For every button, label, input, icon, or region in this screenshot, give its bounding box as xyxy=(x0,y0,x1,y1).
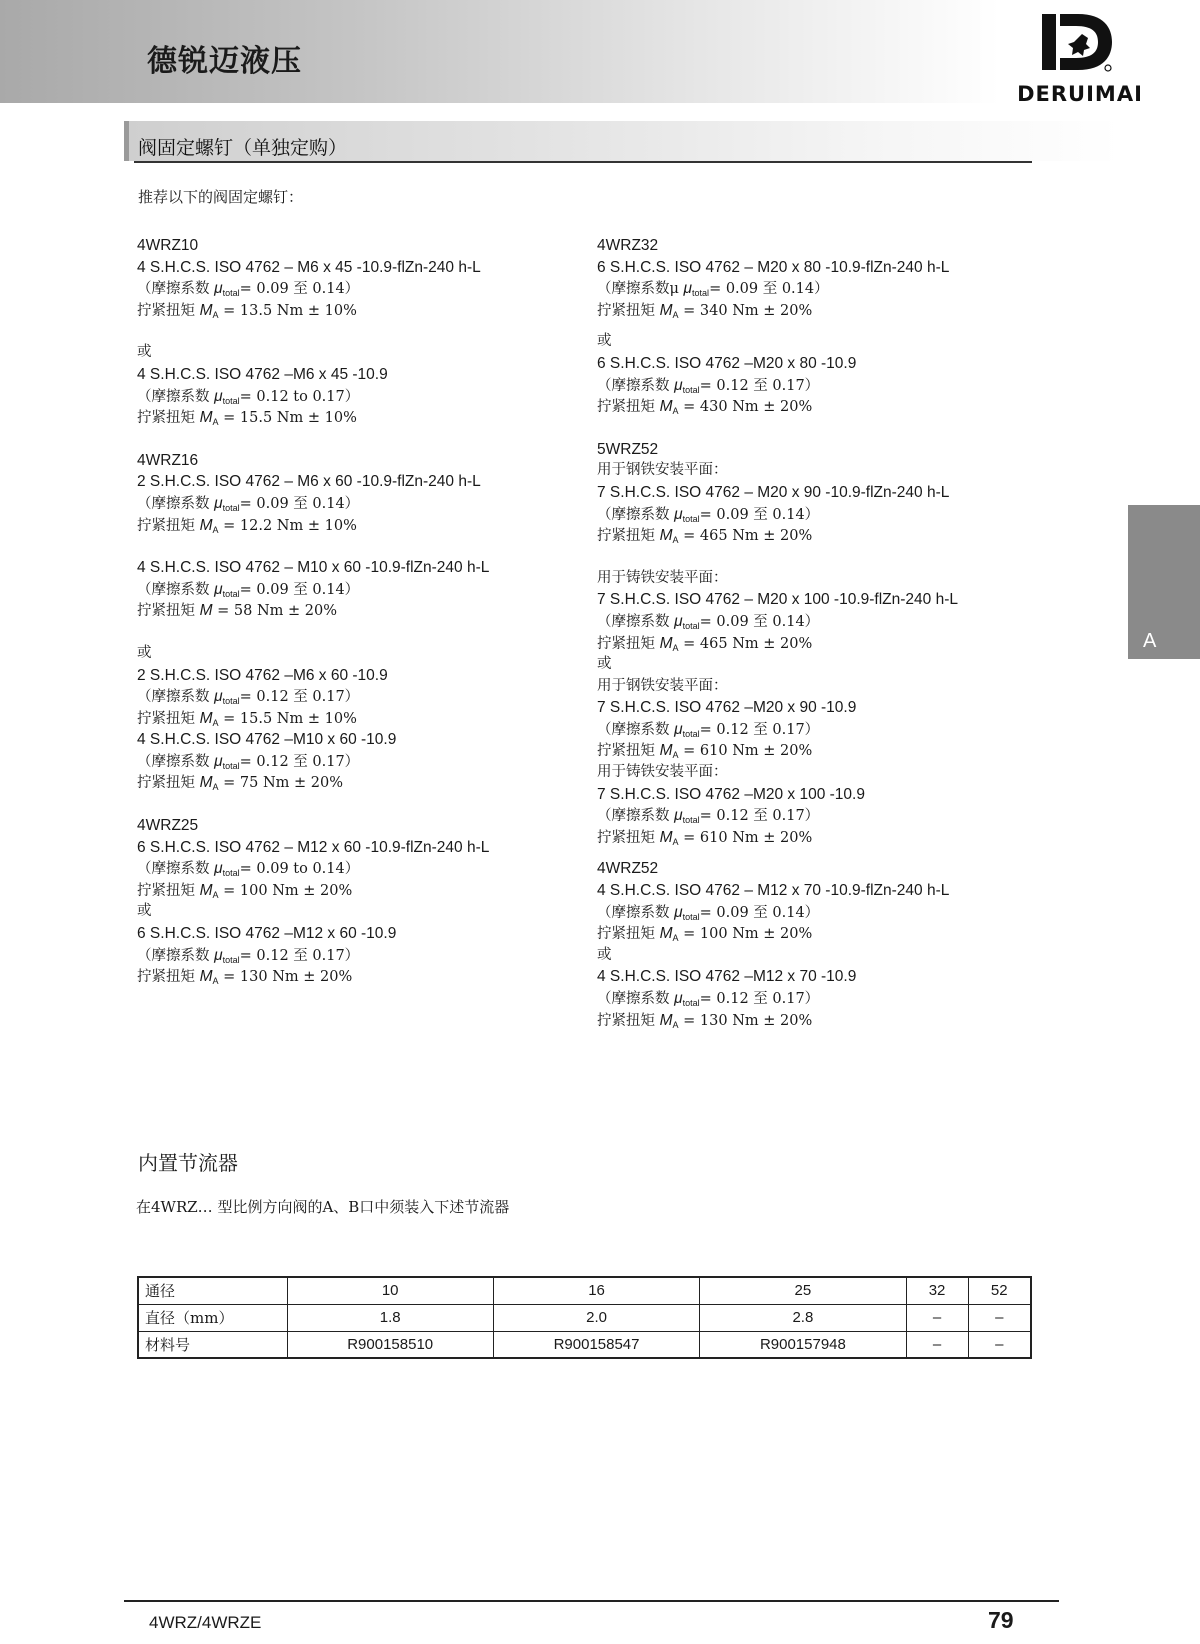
spec-subscript: A xyxy=(212,889,219,900)
spec-value: = 0.09 至 0.14） xyxy=(709,281,829,298)
spec-value: = 465 Nm ± 20% xyxy=(678,528,813,545)
spec-value: = 610 Nm ± 20% xyxy=(678,743,813,760)
spec-subscript: A xyxy=(672,535,679,546)
spec-symbol: M xyxy=(659,1011,673,1029)
spec-symbol: M xyxy=(659,828,673,846)
spec-line: 7 S.H.C.S. ISO 4762 – M20 x 100 -10.9-flZn-240 h-L xyxy=(597,591,958,609)
spec-symbol: μ xyxy=(214,860,223,878)
spec-line: 用于铸铁安装平面： xyxy=(597,764,728,781)
spec-line xyxy=(137,600,577,622)
table-cell: R900157948 xyxy=(700,1331,906,1358)
section-intro: 推荐以下的阀固定螺钉： xyxy=(138,188,304,206)
spec-line xyxy=(597,278,1017,300)
spec-block xyxy=(597,331,1017,417)
spec-line xyxy=(597,611,1017,633)
spec-line-label: 拧紧扭矩 xyxy=(597,399,660,416)
spec-value: = 15.5 Nm ± 10% xyxy=(218,710,357,727)
spec-subscript: total xyxy=(222,954,240,965)
spec-value: = 0.09 至 0.14） xyxy=(699,613,820,630)
spec-subscript: total xyxy=(682,911,700,922)
spec-line-label: （摩擦系数 xyxy=(597,991,675,1007)
spec-line: 4WRZ16 xyxy=(137,451,199,469)
spec-line xyxy=(137,278,577,300)
spec-line: 或 xyxy=(137,344,152,361)
spec-block xyxy=(597,858,1017,1031)
spec-block xyxy=(137,450,577,536)
spec-symbol: M xyxy=(659,742,673,760)
spec-symbol: M xyxy=(199,409,213,427)
spec-line: 5WRZ52 xyxy=(597,440,659,458)
spec-subscript: A xyxy=(672,836,679,847)
spec-symbol: M xyxy=(659,301,673,319)
logo-text: DERUIMAI xyxy=(1017,82,1143,106)
spec-line: 用于钢铁安装平面： xyxy=(597,677,728,694)
spec-line: 或 xyxy=(597,946,612,963)
spec-symbol: M xyxy=(199,709,213,727)
spec-value: = 0.09 至 0.14） xyxy=(239,495,360,512)
spec-symbol: M xyxy=(199,968,213,986)
spec-line-label: 拧紧扭矩 xyxy=(597,635,660,652)
spec-line-label: 拧紧扭矩 xyxy=(597,1012,660,1029)
spec-line xyxy=(597,504,1017,526)
table-cell: 16 xyxy=(493,1277,699,1304)
table-cell: – xyxy=(968,1304,1031,1331)
spec-subscript: total xyxy=(682,998,700,1008)
spec-line-label: （摩擦系数 xyxy=(137,581,215,598)
spec-line: 用于铸铁安装平面： xyxy=(597,569,728,586)
spec-line: 或 xyxy=(597,333,612,350)
spec-subscript: A xyxy=(212,309,219,320)
spec-subscript: A xyxy=(672,309,679,320)
spec-line-label: （摩擦系数 xyxy=(597,721,675,738)
spec-line-label: 拧紧扭矩 xyxy=(597,926,660,943)
spec-symbol: μ xyxy=(214,688,223,706)
spec-line xyxy=(597,902,1017,924)
spec-line: 或 xyxy=(137,903,152,920)
spec-value: = 0.09 至 0.14） xyxy=(239,581,360,598)
spec-value: = 130 Nm ± 20% xyxy=(218,969,353,986)
spec-line xyxy=(137,686,577,708)
spec-block xyxy=(597,235,1017,321)
table-cell: 1.8 xyxy=(287,1304,493,1331)
throttle-title: 内置节流器 xyxy=(138,1151,238,1175)
spec-line xyxy=(137,880,577,902)
spec-line-label: （摩擦系数 xyxy=(597,377,675,394)
spec-value: = 100 Nm ± 20% xyxy=(218,882,353,899)
spec-value: = 15.5 Nm ± 10% xyxy=(218,410,357,427)
spec-line: 2 S.H.C.S. ISO 4762 –M6 x 60 -10.9 xyxy=(137,666,388,684)
spec-line-label: （摩擦系数μ xyxy=(597,281,684,298)
spec-value: = 0.12 至 0.17） xyxy=(699,808,820,825)
side-tab[interactable] xyxy=(1128,505,1200,659)
spec-symbol: μ xyxy=(674,990,683,1007)
spec-value: = 75 Nm ± 20% xyxy=(218,775,344,792)
spec-line: 6 S.H.C.S. ISO 4762 –M12 x 60 -10.9 xyxy=(137,925,397,943)
screw-spec-left-column xyxy=(137,235,577,1009)
spec-subscript: total xyxy=(682,384,700,395)
spec-block xyxy=(137,557,577,622)
spec-value: = 465 Nm ± 20% xyxy=(678,635,813,652)
spec-line-label: 拧紧扭矩 xyxy=(137,775,200,792)
spec-line-label: 拧紧扭矩 xyxy=(137,517,200,534)
spec-line xyxy=(137,300,577,322)
spec-symbol: M xyxy=(659,925,673,943)
section-title: 阀固定螺钉（单独定购） xyxy=(138,137,348,159)
table-cell: – xyxy=(906,1304,968,1331)
spec-symbol: μ xyxy=(214,387,223,405)
spec-line-label: 拧紧扭矩 xyxy=(137,882,200,899)
spec-line: 4 S.H.C.S. ISO 4762 –M12 x 70 -10.9 xyxy=(597,968,857,986)
spec-line: 2 S.H.C.S. ISO 4762 – M6 x 60 -10.9-flZn-240 h-L xyxy=(137,473,481,491)
spec-subscript: A xyxy=(212,976,219,987)
spec-subscript: total xyxy=(682,513,700,524)
spec-line-label: 拧紧扭矩 xyxy=(137,710,200,727)
spec-line xyxy=(137,751,577,773)
spec-symbol: M xyxy=(659,398,673,416)
spec-subscript: total xyxy=(222,760,240,771)
spec-value: = 0.12 至 0.17） xyxy=(699,721,820,738)
spec-subscript: total xyxy=(222,288,240,299)
spec-line-label: 拧紧扭矩 xyxy=(137,603,200,620)
spec-line-label: 拧紧扭矩 xyxy=(137,410,200,427)
spec-value: = 0.09 至 0.14） xyxy=(699,506,820,523)
spec-line: 4WRZ32 xyxy=(597,237,659,254)
spec-symbol: M xyxy=(659,634,673,652)
spec-value: = 100 Nm ± 20% xyxy=(678,926,813,943)
table-row xyxy=(138,1304,1031,1331)
spec-line-label: 拧紧扭矩 xyxy=(137,302,200,319)
table-cell: – xyxy=(906,1331,968,1358)
spec-block xyxy=(597,568,1017,849)
spec-line xyxy=(597,805,1017,827)
spec-symbol: M xyxy=(199,516,213,534)
spec-line-label: 拧紧扭矩 xyxy=(597,528,660,545)
spec-line-label: 拧紧扭矩 xyxy=(597,743,660,760)
spec-line: 6 S.H.C.S. ISO 4762 – M20 x 80 -10.9-flZn-240 h-L xyxy=(597,258,950,276)
table-cell: 10 xyxy=(287,1277,493,1304)
table-row-header: 直径（mm） xyxy=(138,1304,287,1331)
spec-value: = 610 Nm ± 20% xyxy=(678,829,813,846)
table-cell: 52 xyxy=(968,1277,1031,1304)
spec-line-label: 拧紧扭矩 xyxy=(597,829,660,846)
spec-line xyxy=(597,525,1017,547)
spec-line: 6 S.H.C.S. ISO 4762 –M20 x 80 -10.9 xyxy=(597,354,857,372)
spec-line-label: （摩擦系数 xyxy=(137,388,215,405)
spec-symbol: μ xyxy=(214,580,223,598)
spec-line: 4WRZ25 xyxy=(137,817,199,835)
spec-line xyxy=(597,1010,1017,1032)
spec-line xyxy=(137,386,577,408)
spec-subscript: total xyxy=(222,588,240,599)
screw-spec-right-column xyxy=(597,235,1017,1052)
spec-subscript: total xyxy=(222,395,240,406)
spec-subscript: A xyxy=(212,782,219,793)
spec-line: 或 xyxy=(597,656,612,673)
spec-symbol: M xyxy=(199,774,213,792)
side-tab-label: A xyxy=(1143,630,1157,652)
spec-line xyxy=(597,827,1017,849)
spec-line: 或 xyxy=(137,644,152,661)
spec-value: = 58 Nm ± 20% xyxy=(212,603,337,620)
spec-line xyxy=(137,966,577,988)
spec-symbol: μ xyxy=(674,612,683,630)
spec-line: 4 S.H.C.S. ISO 4762 – M10 x 60 -10.9-flZn-240 h-L xyxy=(137,559,490,577)
page-number: 79 xyxy=(988,1607,1014,1633)
spec-line xyxy=(137,945,577,967)
spec-line xyxy=(137,515,577,537)
spec-subscript: A xyxy=(672,933,679,944)
spec-line: 7 S.H.C.S. ISO 4762 –M20 x 100 -10.9 xyxy=(597,785,865,803)
spec-symbol: μ xyxy=(674,720,683,738)
footer-label: 4WRZ/4WRZE xyxy=(149,1613,262,1632)
spec-symbol: M xyxy=(659,527,673,545)
spec-line-label: 拧紧扭矩 xyxy=(597,302,660,319)
spec-subscript: total xyxy=(222,502,240,513)
spec-line-label: （摩擦系数 xyxy=(137,689,215,706)
spec-symbol: M xyxy=(199,602,213,620)
spec-value: = 0.12 至 0.17） xyxy=(699,991,820,1007)
spec-line-label: （摩擦系数 xyxy=(597,506,675,523)
spec-line-label: （摩擦系数 xyxy=(137,861,215,878)
spec-line xyxy=(137,708,577,730)
spec-line: 6 S.H.C.S. ISO 4762 – M12 x 60 -10.9-flZn-240 h-L xyxy=(137,838,490,856)
throttle-note: 在4WRZ… 型比例方向阀的A、B口中须装入下述节流器 xyxy=(136,1198,510,1216)
spec-line xyxy=(597,396,1017,418)
spec-line-label: （摩擦系数 xyxy=(137,281,215,298)
spec-line-label: 拧紧扭矩 xyxy=(137,969,200,986)
spec-line: 4 S.H.C.S. ISO 4762 –M6 x 45 -10.9 xyxy=(137,365,388,383)
spec-symbol: μ xyxy=(214,494,223,512)
spec-subscript: A xyxy=(212,717,219,728)
table-cell: – xyxy=(968,1331,1031,1358)
spec-symbol: M xyxy=(199,881,213,899)
spec-value: = 0.12 to 0.17） xyxy=(239,388,360,405)
spec-line: 4 S.H.C.S. ISO 4762 – M12 x 70 -10.9-flZn-240 h-L xyxy=(597,882,950,900)
spec-subscript: total xyxy=(682,815,700,826)
brand-title: 德锐迈液压 xyxy=(147,44,302,79)
spec-symbol: μ xyxy=(674,903,683,921)
table-row-header: 材料号 xyxy=(138,1331,287,1358)
table-cell: R900158547 xyxy=(493,1331,699,1358)
table-cell: 2.0 xyxy=(493,1304,699,1331)
spec-symbol: μ xyxy=(683,280,693,298)
spec-line xyxy=(597,740,1017,762)
table-cell: 25 xyxy=(700,1277,906,1304)
spec-value: = 0.09 至 0.14） xyxy=(699,904,820,921)
spec-subscript: A xyxy=(212,417,219,428)
spec-subscript: total xyxy=(222,696,240,707)
spec-value: = 0.09 至 0.14） xyxy=(239,281,360,298)
spec-subscript: total xyxy=(682,620,700,631)
spec-symbol: μ xyxy=(214,280,223,298)
spec-block xyxy=(137,643,577,794)
spec-value: = 0.12 至 0.17） xyxy=(239,689,360,706)
spec-line-label: （摩擦系数 xyxy=(137,753,215,770)
spec-line-label: （摩擦系数 xyxy=(597,808,675,825)
spec-block xyxy=(597,439,1017,547)
spec-line: 4 S.H.C.S. ISO 4762 –M10 x 60 -10.9 xyxy=(137,731,397,749)
spec-line xyxy=(137,772,577,794)
spec-value: = 0.12 至 0.17） xyxy=(239,753,360,770)
spec-symbol: μ xyxy=(214,752,223,770)
deruimai-logo-icon xyxy=(1042,12,1118,74)
spec-line xyxy=(597,300,1017,322)
spec-value: = 340 Nm ± 20% xyxy=(678,302,813,319)
spec-value: = 430 Nm ± 20% xyxy=(678,399,813,416)
spec-line xyxy=(597,988,1017,1010)
spec-block xyxy=(137,342,577,428)
table-cell: 32 xyxy=(906,1277,968,1304)
spec-line: 7 S.H.C.S. ISO 4762 –M20 x 90 -10.9 xyxy=(597,699,857,717)
table-cell: R900158510 xyxy=(287,1331,493,1358)
table-cell: 2.8 xyxy=(700,1304,906,1331)
spec-subscript: total xyxy=(682,728,700,739)
spec-subscript: A xyxy=(672,406,679,417)
spec-line xyxy=(597,719,1017,741)
spec-symbol: μ xyxy=(674,376,683,394)
spec-line: 4WRZ10 xyxy=(137,237,199,254)
spec-line xyxy=(597,633,1017,655)
footer-rule xyxy=(124,1600,1059,1602)
spec-line xyxy=(137,493,577,515)
spec-subscript: A xyxy=(212,524,219,535)
spec-symbol: μ xyxy=(674,807,683,825)
spec-line-label: （摩擦系数 xyxy=(137,495,215,512)
spec-symbol: μ xyxy=(214,946,223,964)
table-row xyxy=(138,1331,1031,1358)
spec-line-label: （摩擦系数 xyxy=(137,947,215,964)
spec-value: = 130 Nm ± 20% xyxy=(678,1012,813,1029)
spec-line xyxy=(137,858,577,880)
spec-value: = 0.12 至 0.17） xyxy=(699,377,820,394)
spec-value: = 0.12 至 0.17） xyxy=(239,947,360,964)
spec-subscript: A xyxy=(672,1019,679,1030)
throttle-table xyxy=(137,1276,1032,1359)
table-row-header: 通径 xyxy=(138,1277,287,1304)
spec-line: 4 S.H.C.S. ISO 4762 – M6 x 45 -10.9-flZn-240 h-L xyxy=(137,258,481,276)
spec-symbol: μ xyxy=(674,505,683,523)
deruimai-logo xyxy=(1005,12,1155,107)
spec-line xyxy=(597,375,1017,397)
spec-line xyxy=(137,579,577,601)
spec-line: 用于钢铁安装平面： xyxy=(597,462,728,479)
table-row xyxy=(138,1277,1031,1304)
spec-value: = 12.2 Nm ± 10% xyxy=(218,517,357,534)
spec-symbol: M xyxy=(199,301,213,319)
spec-value: = 13.5 Nm ± 10% xyxy=(218,302,357,319)
spec-subscript: A xyxy=(672,750,679,761)
spec-subscript: total xyxy=(222,868,240,879)
spec-line-label: （摩擦系数 xyxy=(597,613,675,630)
section-rule xyxy=(134,161,1032,163)
spec-line: 7 S.H.C.S. ISO 4762 – M20 x 90 -10.9-flZn-240 h-L xyxy=(597,483,950,501)
spec-line-label: （摩擦系数 xyxy=(597,904,675,921)
spec-line: 4WRZ52 xyxy=(597,860,659,878)
spec-block xyxy=(137,235,577,321)
spec-line xyxy=(597,923,1017,945)
spec-subscript: A xyxy=(672,642,679,653)
spec-value: = 0.09 to 0.14） xyxy=(239,861,360,878)
spec-block xyxy=(137,815,577,988)
spec-line xyxy=(137,407,577,429)
spec-subscript: total xyxy=(692,288,710,299)
